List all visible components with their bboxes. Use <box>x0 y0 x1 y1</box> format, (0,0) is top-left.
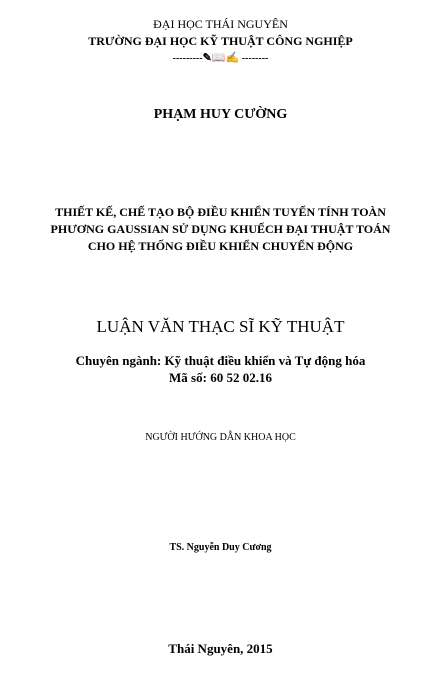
university-name: ĐẠI HỌC THÁI NGUYÊN <box>153 17 288 31</box>
advisor-label: NGƯỜI HƯỚNG DẪN KHOA HỌC <box>145 432 296 443</box>
thesis-title-line-3: CHO HỆ THỐNG ĐIỀU KHIỂN CHUYỂN ĐỘNG <box>87 239 354 253</box>
thesis-title-line-1: THIẾT KẾ, CHẾ TẠO BỘ ĐIỀU KHIỂN TUYẾN TÍNH TOÀN <box>55 205 386 219</box>
ornament-dashes-left: --------- <box>172 53 203 64</box>
place-and-year: Thái Nguyên, 2015 <box>168 641 273 656</box>
program-code: Mã số: 60 52 02.16 <box>169 370 272 385</box>
school-name: TRƯỜNG ĐẠI HỌC KỸ THUẬT CÔNG NGHIỆP <box>88 34 353 48</box>
advisor-name: TS. Nguyễn Duy Cương <box>169 542 272 553</box>
book-pen-icon: ✎📖✍ <box>202 52 240 64</box>
degree-heading: LUẬN VĂN THẠC SĨ KỸ THUẬT <box>96 317 345 336</box>
thesis-title-line-2: PHƯƠNG GAUSSIAN SỬ DỤNG KHUẾCH ĐẠI THUẬT TOÁN <box>50 222 391 236</box>
author-name: PHẠM HUY CƯỜNG <box>153 107 288 122</box>
ornament-dashes-right: -------- <box>239 53 269 64</box>
specialization: Chuyên ngành: Kỹ thuật điều khiển và Tự động hóa <box>75 353 366 368</box>
ornament-divider <box>0 53 441 64</box>
